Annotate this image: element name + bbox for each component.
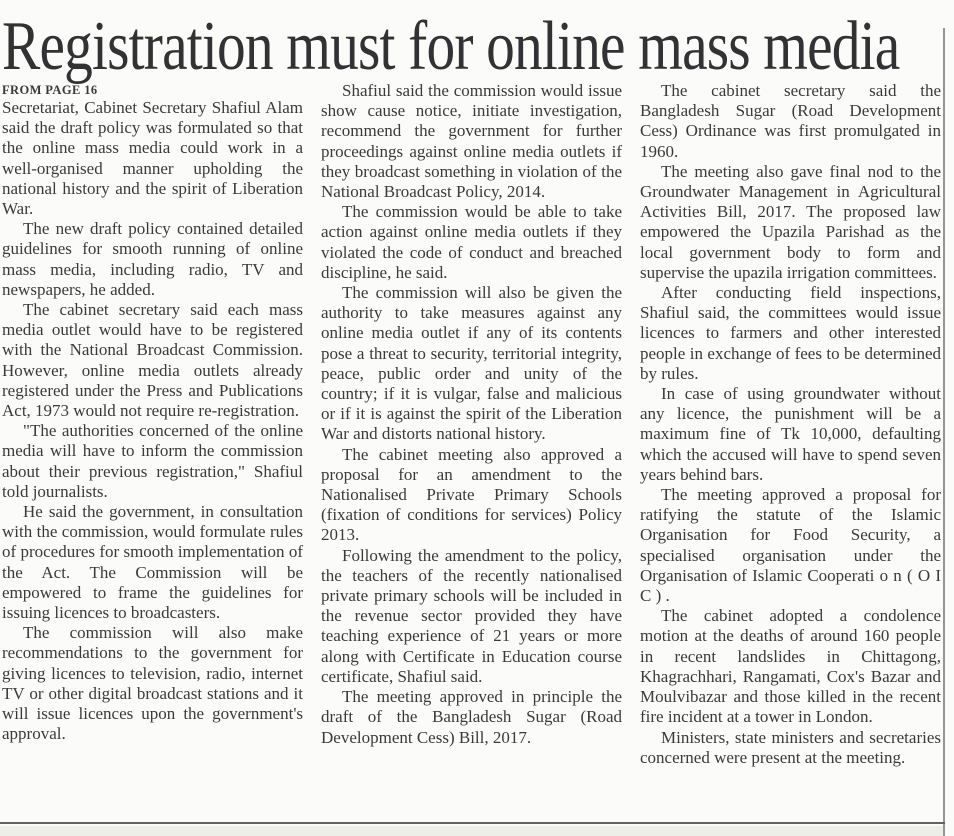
- paragraph: The cabinet secretary said the Bangladesh Sugar (Road Development Cess) Ordinance was first promulgated in 1960.: [640, 81, 941, 161]
- paragraph: The meeting approved a proposal for ratifying the statute of the Islamic Organisation for Food Security, a specialised organisation under the Organisation of Islamic Cooperati o n ( O I C ) .: [640, 485, 941, 606]
- paragraph: The commission would be able to take action against online media outlets if they violated the code of conduct and breached discipline, he said.: [321, 202, 622, 282]
- paragraph: The commission will also make recommendations to the government for giving licences to television, radio, internet TV or other digital broadcast stations and it will issue licences upon the government's approval.: [2, 623, 303, 744]
- paragraph: The cabinet secretary said each mass media outlet would have to be registered with the National Broadcast Commission. However, online media outlets already registered under the Press and Publications Act, 1973 would not require re-registration.: [2, 300, 303, 421]
- article-headline: Registration must for online mass media: [2, 8, 900, 85]
- paragraph: The meeting also gave final nod to the Groundwater Management in Agricultural Activities Bill, 2017. The proposed law empowered the Upazila Parishad as the local government body to form and supervise the upazila irrigation committees.: [640, 161, 941, 282]
- paragraph: Shafiul said the commission would issue show cause notice, initiate investigation, recommend the government for further proceedings against online media outlets if they broadcast something in violation of the National Broadcast Policy, 2014.: [321, 81, 622, 202]
- article-body: [2, 81, 942, 812]
- paragraph: The meeting approved in principle the draft of the Bangladesh Sugar (Road Development Cess) Bill, 2017.: [321, 687, 622, 747]
- paragraph: Following the amendment to the policy, the teachers of the recently nationalised private primary schools will be included in the revenue sector provided they have teaching experience of 21 years or more along with Certificate in Education course certificate, Shafiul said.: [321, 545, 622, 686]
- paragraph: The new draft policy contained detailed guidelines for smooth running of online mass media, including radio, TV and newspapers, he added.: [2, 219, 303, 299]
- paragraph: After conducting field inspections, Shafiul said, the committees would issue licences to farmers and other interested people in exchange of fees to be determined by rules.: [640, 283, 941, 383]
- text-column-1: [2, 81, 303, 812]
- paragraph: The cabinet meeting also approved a proposal for an amendment to the Nationalised Private Primary Schools (fixation of conditions for services) Policy 2013.: [321, 444, 622, 545]
- paragraph: In case of using groundwater without any licence, the punishment will be a maximum fine of Tk 10,000, defaulting which the accused will have to spend seven years behind bars.: [640, 384, 941, 484]
- paragraph: "The authorities concerned of the online media will have to inform the commission about their previous registration," Shafiul told journalists.: [2, 421, 303, 501]
- below-rule-margin: [0, 826, 943, 836]
- paragraph: The commission will also be given the authority to take measures against any online media outlet if any of its contents pose a threat to security, territorial integrity, peace, public order and unity of the country; if it is vulgar, false and malicious or if it is against the spirit of the Liberation War and distorts national history.: [321, 283, 622, 444]
- paragraph: The cabinet adopted a condolence motion at the deaths of around 160 people in recent landslides in Chittagong, Khagrachhari, Rangamati, Cox's Bazar and Moulvibazar and those killed in the recent fire incident at a tower in London.: [640, 606, 941, 727]
- paragraph: Secretariat, Cabinet Secretary Shafiul Alam said the draft policy was formulated so that the online mass media could work in a well-organised manner upholding the national history and the spirit of Liberation War.: [2, 98, 303, 219]
- right-column-rule: [943, 28, 945, 836]
- bottom-article-rule: [0, 822, 945, 824]
- paragraph: Ministers, state ministers and secretaries concerned were present at the meeting.: [640, 727, 941, 767]
- text-column-3: [640, 81, 941, 812]
- text-column-2: [321, 81, 622, 812]
- paragraph: He said the government, in consultation with the commission, would formulate rules of procedures for smooth implementation of the Act. The Commission will be empowered to frame the guidelines for issuing licences to broadcasters.: [2, 502, 303, 623]
- continuation-note: FROM PAGE 16: [2, 83, 98, 97]
